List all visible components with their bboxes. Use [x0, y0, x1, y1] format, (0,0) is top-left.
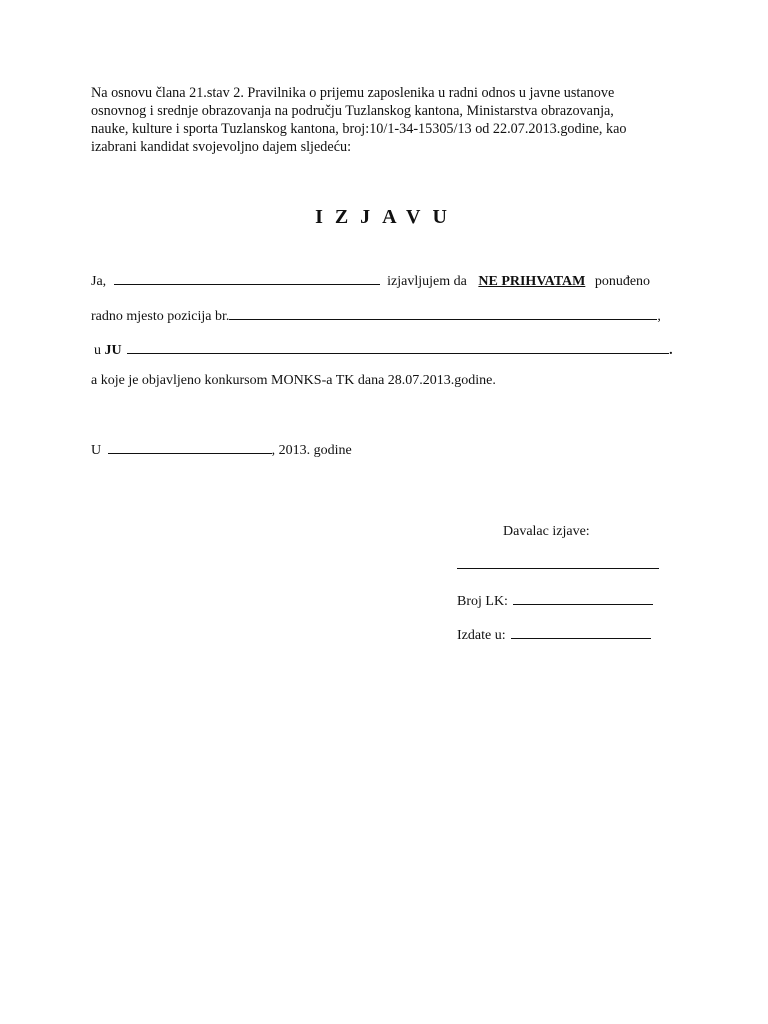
ponudeno-label: ponuđeno — [594, 274, 651, 289]
name-field-blank — [114, 270, 380, 285]
davalac-izjave-label: Davalac izjave: — [503, 524, 590, 539]
izdate-u-label: Izdate u: — [457, 628, 506, 643]
statement-line-name — [91, 270, 650, 291]
ju-label: JU — [104, 343, 122, 358]
position-comma: , — [657, 309, 661, 324]
institution-period: . — [669, 343, 673, 358]
izjavljujem-label: izjavljujem da — [387, 274, 467, 289]
broj-lk-label: Broj LK: — [457, 594, 508, 609]
statement-line-institution — [94, 339, 673, 360]
intro-paragraph — [91, 84, 691, 156]
konkurs-line: a koje je objavljeno konkursom MONKS-a TK dana 28.07.2013.godine. — [91, 373, 496, 388]
position-field-blank — [229, 305, 657, 320]
year-text: , 2013. godine — [271, 443, 352, 458]
institution-field-blank — [127, 339, 669, 354]
statement-line-position — [91, 305, 661, 326]
intro-line-1: Na osnovu člana 21.stav 2. Pravilnika o prijemu zaposlenika u radni odnos u javne ustanove — [91, 85, 615, 101]
izdate-u-line — [457, 624, 651, 645]
izdate-u-field-blank — [511, 624, 651, 639]
place-field-blank — [108, 439, 272, 454]
intro-line-3: nauke, kulture i sporta Tuzlanskog kantona, broj:10/1-34-15305/13 od 22.07.2013.godine, kao — [91, 121, 627, 137]
radno-mjesto-label: radno mjesto pozicija br. — [91, 309, 230, 324]
place-u-label: U — [91, 443, 102, 458]
signature-field-blank — [457, 554, 659, 569]
intro-line-2: osnovnog i srednje obrazovanja na području Tuzlanskog kantona, Ministarstva obrazovanja, — [91, 103, 614, 119]
ja-label: Ja, — [91, 274, 107, 289]
intro-line-4: izabrani kandidat svojevoljno dajem sljedeću: — [91, 139, 352, 155]
broj-lk-line — [457, 590, 653, 611]
place-date-line — [91, 439, 352, 460]
ne-prihvatam-label: NE PRIHVATAM — [478, 274, 586, 289]
broj-lk-field-blank — [513, 590, 653, 605]
document-title: IZJAVU — [315, 206, 459, 228]
u-label: u — [94, 343, 101, 358]
signature-line — [457, 554, 659, 575]
